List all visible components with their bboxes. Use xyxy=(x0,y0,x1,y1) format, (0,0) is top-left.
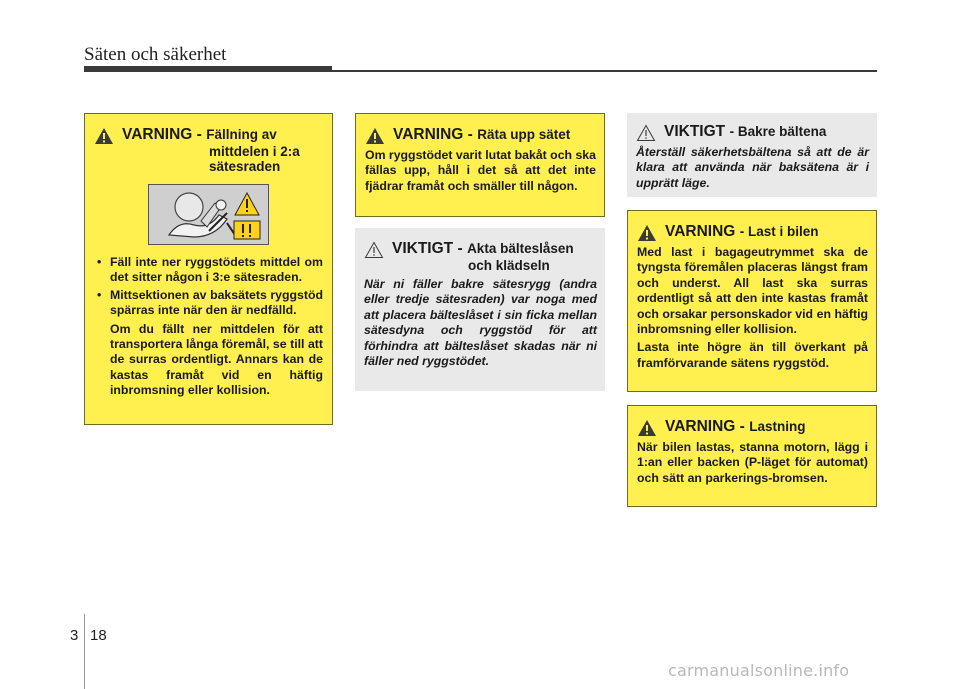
watermark: carmanualsonline.info xyxy=(668,661,850,680)
warning-paragraph: Om du fällt ner mittdelen för att transportera långa föremål, se till att de surras ordentligt. Annars kan de kastas framåt vid en häftig inbromsning eller kollision. xyxy=(110,321,323,398)
important-body: Återställ säkerhetsbältena så att de är klara att använda när baksätena är i upprätt läge. xyxy=(636,145,869,190)
important-label: VIKTIGT xyxy=(664,123,726,140)
warning-body-note: Lasta inte högre än till överkant på framförvarande sätens ryggstöd. xyxy=(637,340,868,370)
warning-triangle-icon xyxy=(365,127,387,145)
warning-subject-line2: mittdelen i 2:a xyxy=(209,144,300,159)
warning-subject-line1: Fällning av xyxy=(206,127,277,142)
warning-body xyxy=(94,255,323,399)
important-box-rear-belts xyxy=(627,113,877,197)
warning-title xyxy=(637,418,868,437)
warning-box-center-seat xyxy=(84,113,333,425)
warning-triangle-icon xyxy=(637,224,659,242)
warning-label: VARNING - xyxy=(393,126,473,143)
warning-bullet: • Mittsektionen av baksätets ryggstöd spärras inte när den är nedfälld. xyxy=(94,288,323,319)
warning-box-loading xyxy=(627,405,877,507)
warning-title xyxy=(94,126,323,174)
header-rule-thick xyxy=(84,66,332,72)
warning-body: När bilen lastas, stanna motorn, lägg i 1:an eller backen (P-läget för automat) och sätt an parkerings-bromsen. xyxy=(637,440,868,485)
chapter-number: 3 xyxy=(70,627,79,644)
warning-title xyxy=(365,126,596,145)
warning-label: VARNING - xyxy=(122,126,202,143)
warning-bullet: • Fäll inte ner ryggstödets mittdel om det sitter någon i 3:e sätesraden. xyxy=(94,255,323,286)
seat-warning-illustration xyxy=(148,184,269,245)
important-box-buckles xyxy=(355,228,605,391)
important-subject-line2: och klädseln xyxy=(468,258,550,273)
warning-triangle-icon xyxy=(94,127,116,145)
warning-body: Om ryggstödet varit lutat bakåt och ska fällas upp, håll i det så att det inte fjädrar framåt och smäller till någon. xyxy=(365,148,596,193)
important-subject-line1: Akta bälteslåsen xyxy=(467,241,574,256)
page-header-title: Säten och säkerhet xyxy=(84,44,227,65)
page-number: 18 xyxy=(90,627,107,644)
header-rule-thin xyxy=(332,70,877,72)
warning-subject-line3: sätesraden xyxy=(209,159,281,174)
caution-triangle-icon xyxy=(636,124,658,142)
warning-label: VARNING xyxy=(665,223,736,240)
warning-subject: Räta upp sätet xyxy=(477,127,571,142)
caution-triangle-icon xyxy=(364,241,386,259)
warning-body: Med last i bagageutrymmet ska de tyngsta föremålen placeras längst fram och underst. All last ska surras ordentligt så att den inte kastas framåt och orsakar personskador vid en häftig inbromsning eller kollision. xyxy=(637,245,868,337)
important-title xyxy=(364,240,597,273)
warning-subject: - Last i bilen xyxy=(739,224,819,239)
warning-triangle-icon xyxy=(637,419,659,437)
warning-subject: Lastning xyxy=(749,419,806,434)
warning-box-cargo xyxy=(627,210,877,392)
important-label: VIKTIGT - xyxy=(392,240,463,257)
warning-title xyxy=(637,223,868,242)
important-title xyxy=(636,123,869,142)
warning-label: VARNING - xyxy=(665,418,745,435)
warning-box-straighten-seat xyxy=(355,113,605,217)
footer-divider xyxy=(84,614,85,689)
important-body: När ni fäller bakre sätesrygg (andra eller tredje sätesraden) var noga med att placera bälteslåset i sin ficka mellan sätesdyna och ryggstöd för att förhindra att bälteslåset skadas när ni fäller ned ryggstödet. xyxy=(364,277,597,369)
important-subject: - Bakre bältena xyxy=(729,124,827,139)
